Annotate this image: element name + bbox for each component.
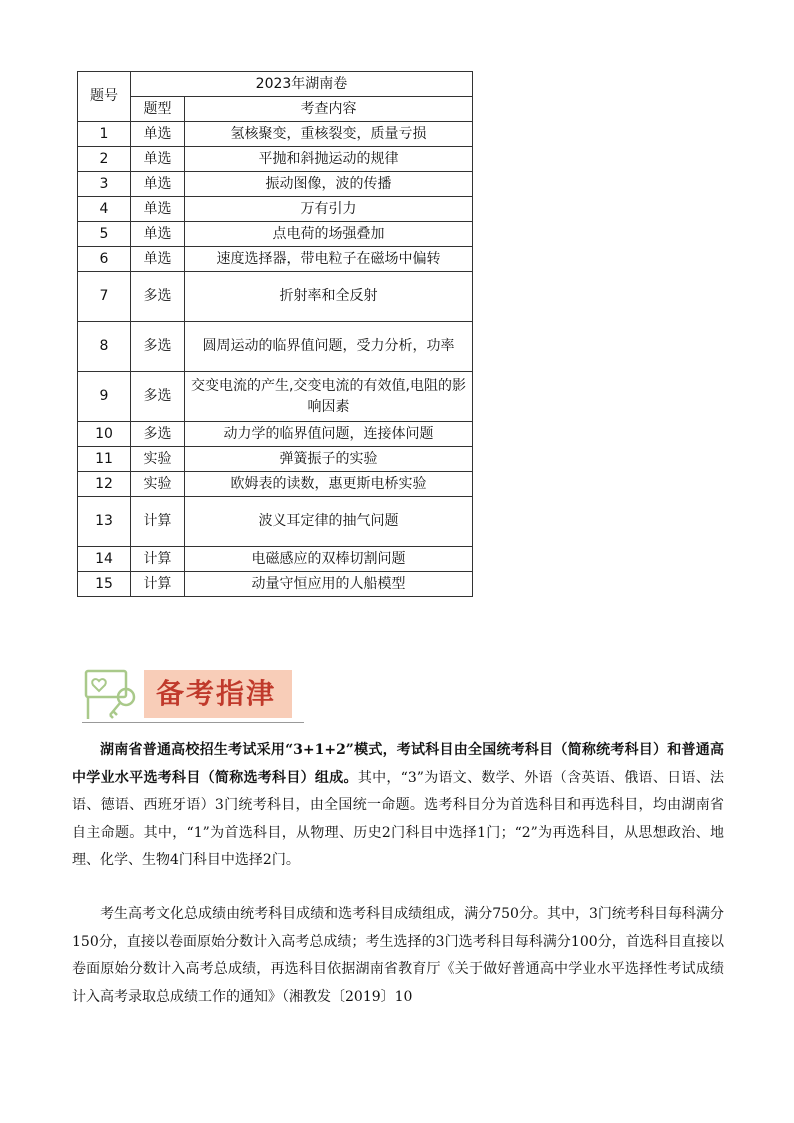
header-year-title: 2023年湖南卷 [131, 72, 473, 97]
question-type-cell: 计算 [131, 572, 185, 597]
question-type-cell: 实验 [131, 447, 185, 472]
question-type-cell: 单选 [131, 197, 185, 222]
question-content-cell: 动力学的临界值问题，连接体问题 [185, 422, 473, 447]
table-row [78, 322, 473, 372]
question-type-cell: 单选 [131, 122, 185, 147]
question-content-cell: 万有引力 [185, 197, 473, 222]
heart-key-icon [82, 665, 144, 723]
question-content-cell: 动量守恒应用的人船模型 [185, 572, 473, 597]
table-subheader-row [78, 97, 473, 122]
table-row [78, 447, 473, 472]
table-row [78, 422, 473, 447]
question-content-cell: 波义耳定律的抽气问题 [185, 497, 473, 547]
question-type-cell: 计算 [131, 547, 185, 572]
question-no-cell: 4 [78, 197, 131, 222]
question-type-cell: 单选 [131, 147, 185, 172]
table-row [78, 472, 473, 497]
question-type-cell: 多选 [131, 422, 185, 447]
question-content-cell: 振动图像，波的传播 [185, 172, 473, 197]
question-type-cell: 多选 [131, 372, 185, 422]
question-type-cell: 多选 [131, 272, 185, 322]
guide-paragraph-1-bold: 湖南省普通高校招生考试采用“3+1+2”模式，考试科目由全国统考科目（简称统考科目）和普通高中学业水平选考科目（简称选考科目）组成。 [72, 742, 724, 786]
question-type-cell: 单选 [131, 247, 185, 272]
question-content-cell: 交变电流的产生,交变电流的有效值,电阻的影响因素 [185, 372, 473, 422]
table-row [78, 372, 473, 422]
question-type-cell: 计算 [131, 497, 185, 547]
question-type-cell: 单选 [131, 222, 185, 247]
section-header [82, 665, 302, 723]
table-row [78, 247, 473, 272]
guide-paragraph-2: 考生高考文化总成绩由统考科目成绩和选考科目成绩组成，满分750分。其中，3门统考科目每科满分150分，直接以卷面原始分数计入高考总成绩；考生选择的3门选考科目每科满分100分，首选科目直接以卷面原始分数计入高考总成绩，再选科目依据湖南省教育厅《关于做好普通高中学业水平选择性考试成绩计入高考录取总成绩工作的通知》（湘教发〔2019〕10 [72, 906, 724, 1005]
question-no-cell: 11 [78, 447, 131, 472]
question-no-cell: 5 [78, 222, 131, 247]
table-row [78, 197, 473, 222]
question-no-cell: 10 [78, 422, 131, 447]
table-row [78, 172, 473, 197]
question-no-cell: 13 [78, 497, 131, 547]
question-no-cell: 1 [78, 122, 131, 147]
section-title: 备考指津 [144, 670, 292, 718]
table-row [78, 547, 473, 572]
question-content-cell: 折射率和全反射 [185, 272, 473, 322]
header-question-no: 题号 [78, 72, 131, 122]
table-row [78, 147, 473, 172]
question-content-cell: 氢核聚变，重核裂变，质量亏损 [185, 122, 473, 147]
question-no-cell: 8 [78, 322, 131, 372]
table-row [78, 122, 473, 147]
question-no-cell: 3 [78, 172, 131, 197]
question-type-cell: 单选 [131, 172, 185, 197]
question-content-cell: 点电荷的场强叠加 [185, 222, 473, 247]
question-content-cell: 圆周运动的临界值问题，受力分析，功率 [185, 322, 473, 372]
header-question-type: 题型 [131, 97, 185, 122]
table-row [78, 222, 473, 247]
question-no-cell: 2 [78, 147, 131, 172]
question-content-cell: 欧姆表的读数，惠更斯电桥实验 [185, 472, 473, 497]
question-no-cell: 14 [78, 547, 131, 572]
exam-analysis-table [77, 71, 473, 597]
question-content-cell: 速度选择器，带电粒子在磁场中偏转 [185, 247, 473, 272]
question-no-cell: 15 [78, 572, 131, 597]
table-header-row [78, 72, 473, 97]
guide-paragraph-1 [72, 737, 724, 875]
section-underline [82, 722, 304, 723]
exam-analysis-table-wrap [77, 71, 473, 597]
question-no-cell: 7 [78, 272, 131, 322]
question-no-cell: 9 [78, 372, 131, 422]
question-no-cell: 6 [78, 247, 131, 272]
question-content-cell: 平抛和斜抛运动的规律 [185, 147, 473, 172]
guide-paragraph-1-rest: 其中，“3”为语文、数学、外语（含英语、俄语、日语、法语、德语、西班牙语）3门统考科目，由全国统一命题。选考科目分为首选科目和再选科目，均由湖南省自主命题。其中，“1”为首选科目，从物理、历史2门科目中选择1门；“2”为再选科目，从思想政治、地理、化学、生物4门科目中选择2门。 [72, 769, 724, 868]
table-row [78, 572, 473, 597]
table-row [78, 497, 473, 547]
question-content-cell: 弹簧振子的实验 [185, 447, 473, 472]
question-type-cell: 实验 [131, 472, 185, 497]
question-type-cell: 多选 [131, 322, 185, 372]
table-row [78, 272, 473, 322]
question-no-cell: 12 [78, 472, 131, 497]
question-content-cell: 电磁感应的双棒切割问题 [185, 547, 473, 572]
header-content: 考查内容 [185, 97, 473, 122]
